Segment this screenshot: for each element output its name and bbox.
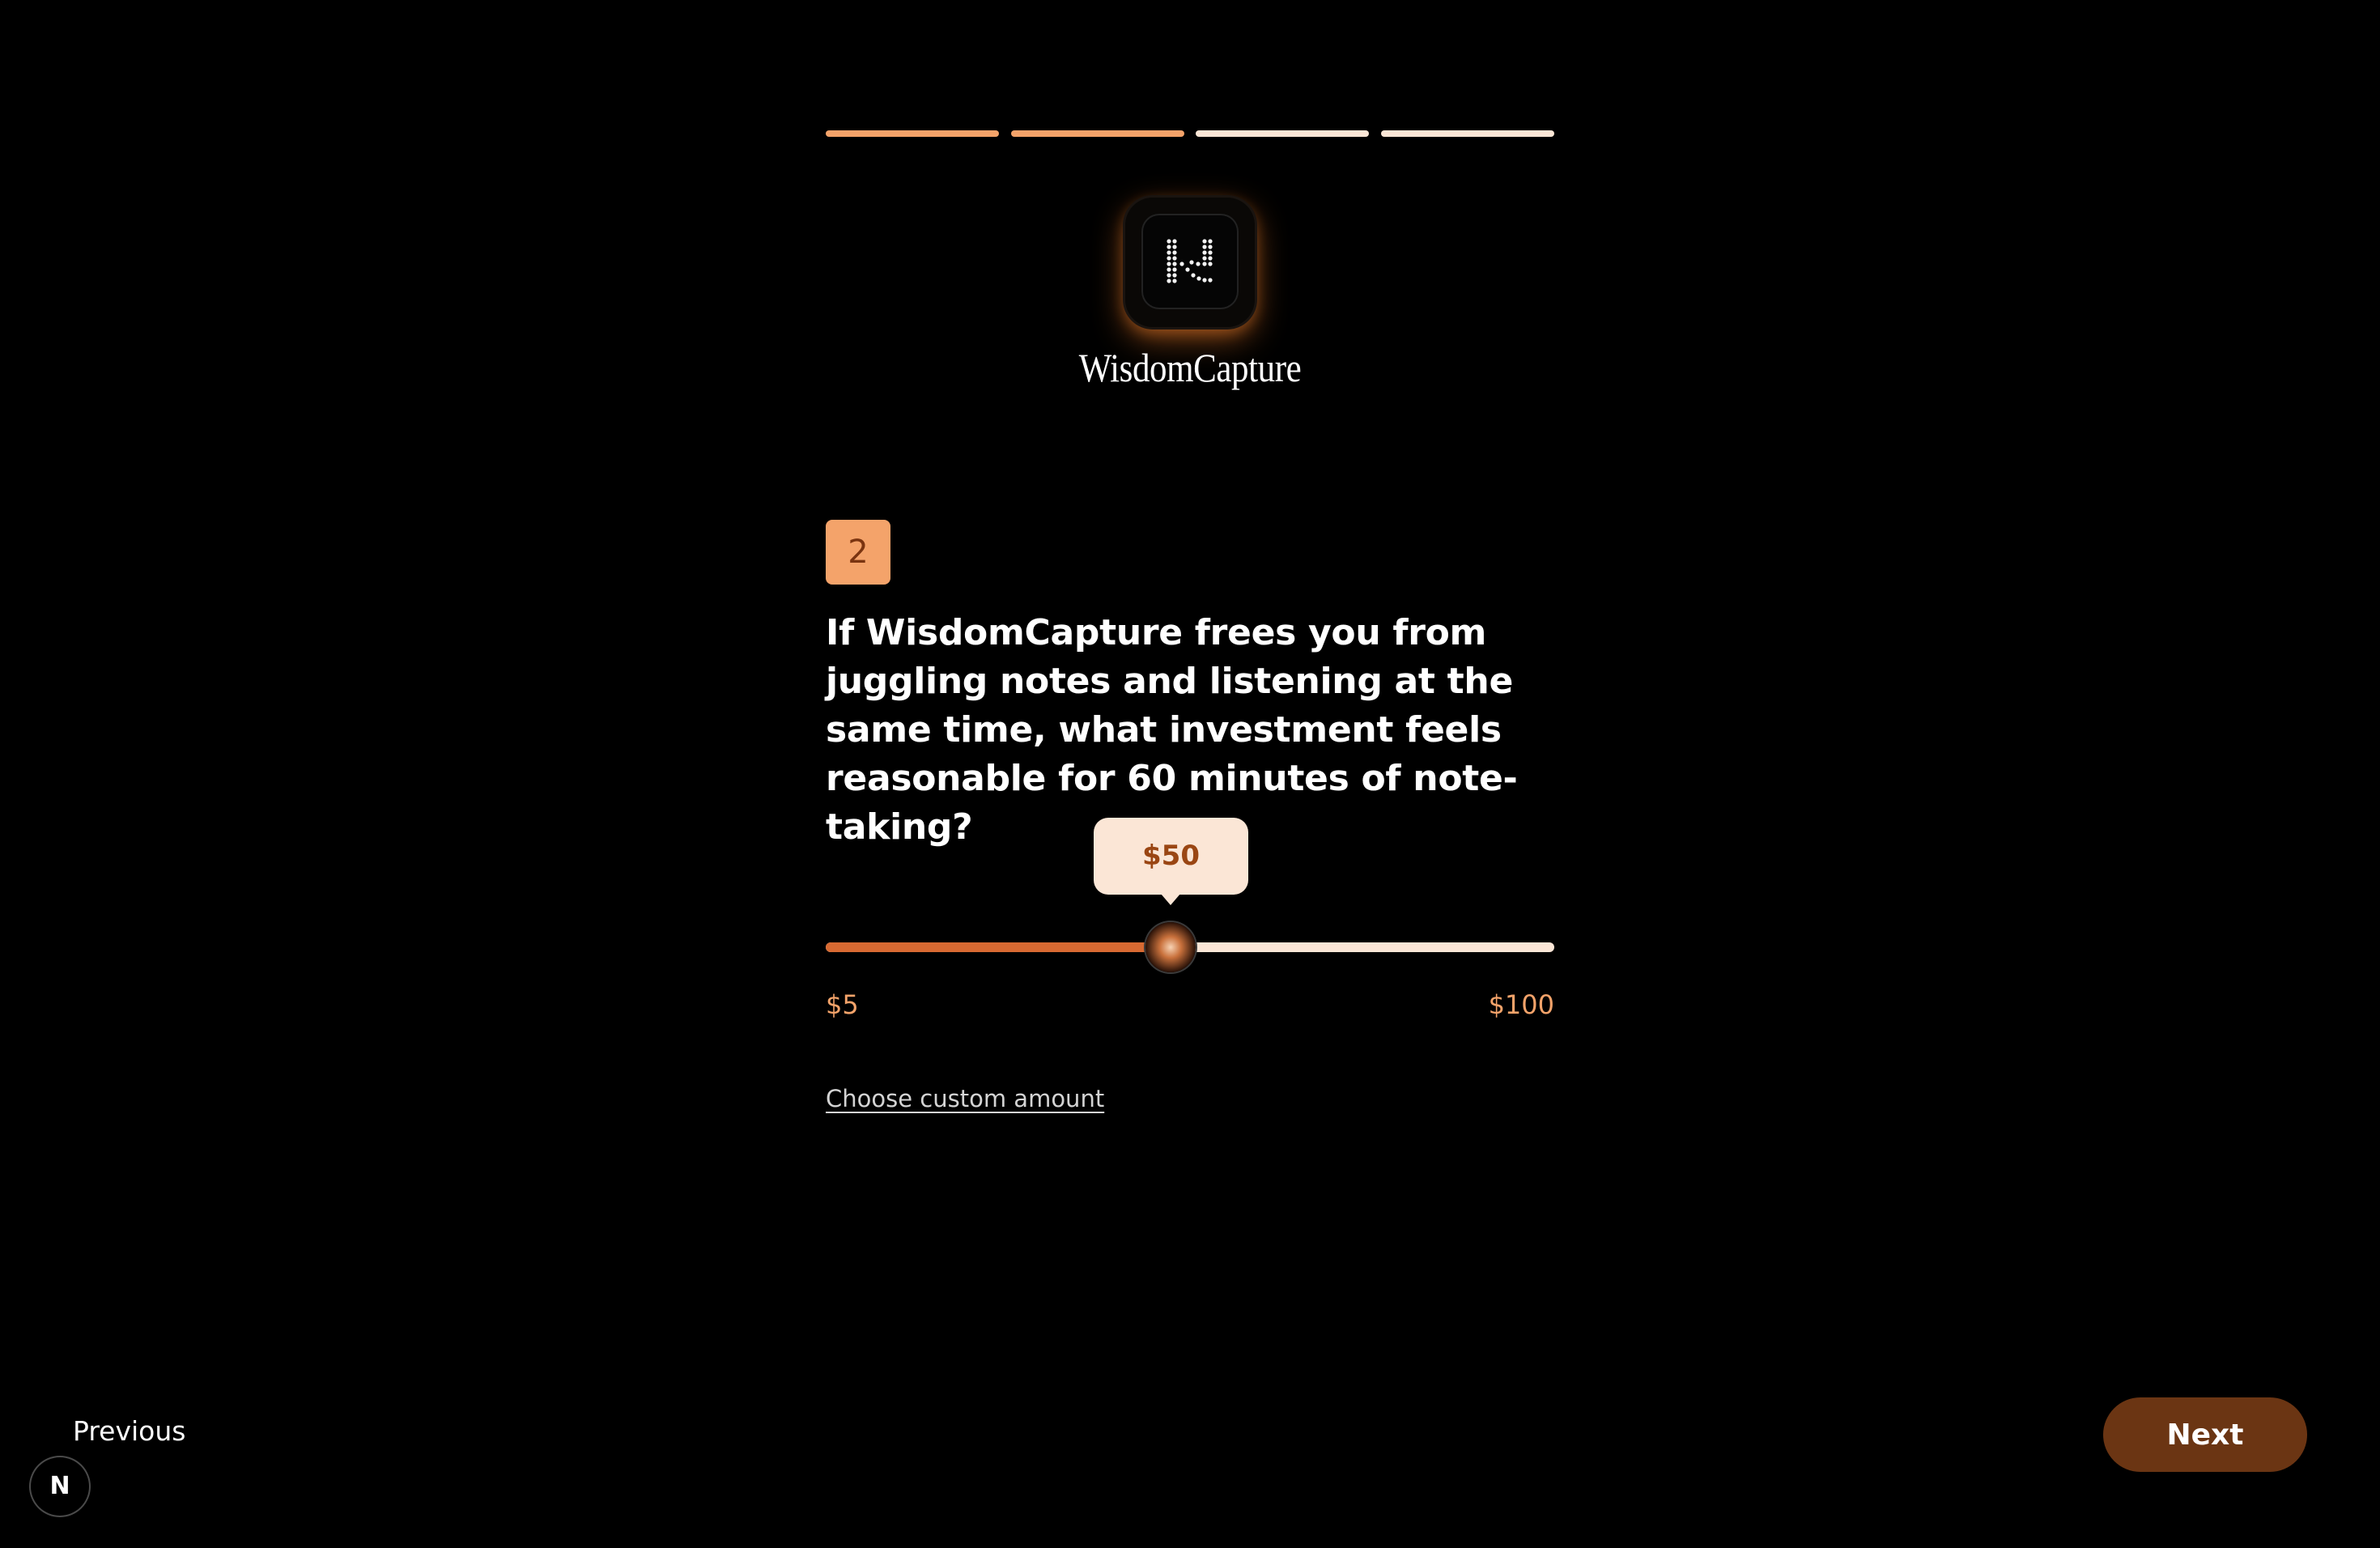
step-number-badge: 2 bbox=[826, 520, 890, 585]
tooltip-arrow bbox=[1161, 894, 1180, 905]
next-button[interactable]: Next bbox=[2103, 1397, 2307, 1472]
brand-name: WisdomCapture bbox=[1078, 345, 1302, 390]
dotted-k-logo-icon bbox=[1141, 214, 1239, 309]
previous-button[interactable]: Previous bbox=[73, 1415, 186, 1447]
price-slider-fill bbox=[826, 942, 1171, 952]
price-slider-thumb[interactable] bbox=[1145, 922, 1196, 972]
n-badge-icon[interactable]: N bbox=[31, 1457, 89, 1516]
progress-bar bbox=[826, 130, 1554, 137]
progress-segment bbox=[826, 130, 999, 137]
progress-segment bbox=[1196, 130, 1369, 137]
slider-min-label: $5 bbox=[826, 989, 859, 1020]
app-logo bbox=[1125, 198, 1255, 327]
progress-segment bbox=[1381, 130, 1554, 137]
choose-custom-amount-link[interactable]: Choose custom amount bbox=[826, 1085, 1105, 1112]
slider-max-label: $100 bbox=[1488, 989, 1554, 1020]
progress-segment bbox=[1011, 130, 1184, 137]
question-text: If WisdomCapture frees you from juggling notes and listening at the same time, what investment feels reasonable for 60 minutes of note-taking? bbox=[826, 612, 1518, 848]
slider-value-tooltip: $50 bbox=[1094, 818, 1248, 895]
